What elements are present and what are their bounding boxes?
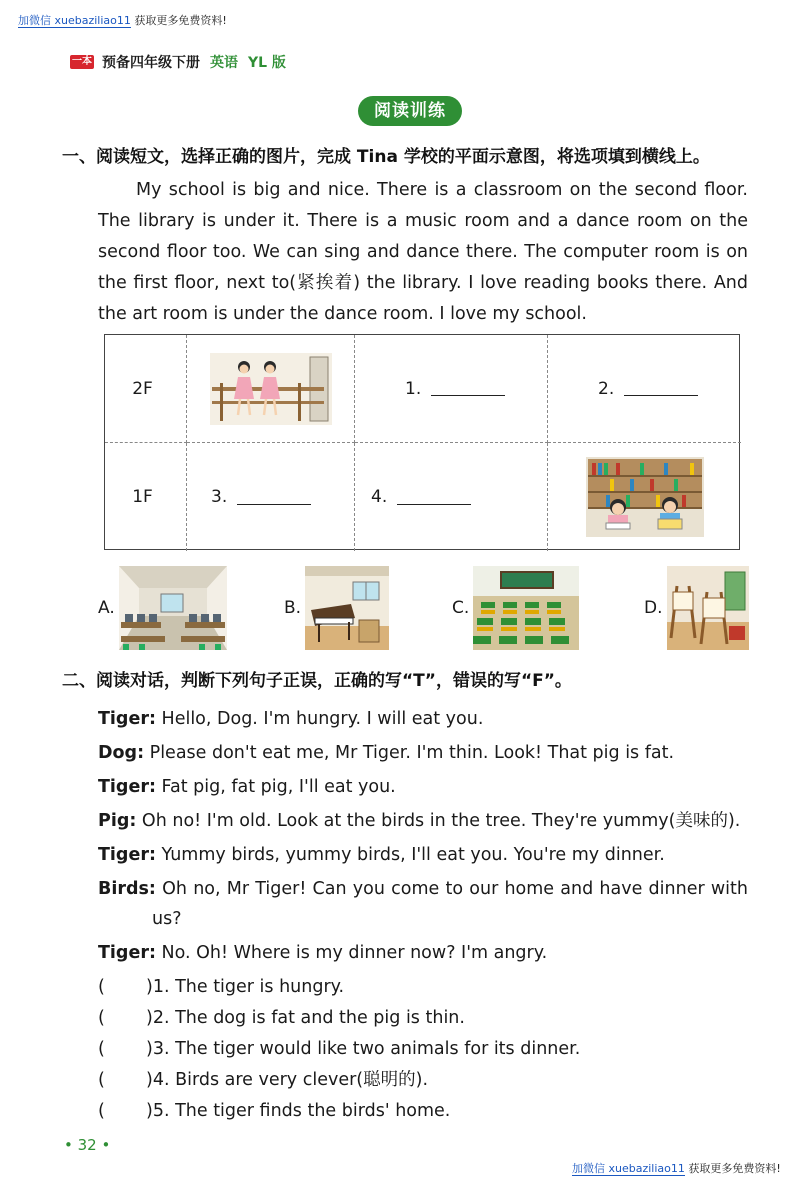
watermark-bottom-rest: 获取更多免费资料! xyxy=(684,1162,781,1175)
blank-3-label: 3. xyxy=(211,487,228,507)
answer-paren[interactable]: ( xyxy=(98,1101,105,1121)
floor-label-2f: 2F xyxy=(105,335,187,443)
reading-passage xyxy=(98,175,748,330)
floor-label-1f: 1F xyxy=(105,443,187,551)
book-title: 预备四年级下册 xyxy=(102,55,200,71)
speaker: Birds: xyxy=(98,879,156,899)
question-text: )1. The tiger is hungry. xyxy=(146,977,345,997)
library-picture xyxy=(548,443,741,551)
line-text: Please don't eat me, Mr Tiger. I'm thin. Look! That pig is fat. xyxy=(144,743,675,763)
question-4[interactable] xyxy=(98,1065,748,1096)
subject-label: 英语 xyxy=(210,55,238,71)
question-1[interactable] xyxy=(98,972,748,1003)
line-text: Hello, Dog. I'm hungry. I will eat you. xyxy=(155,709,484,729)
question-text: )2. The dog is fat and the pig is thin. xyxy=(146,1008,465,1028)
option-c[interactable] xyxy=(452,566,579,650)
option-c-letter: C. xyxy=(452,598,470,618)
question-text: )4. Birds are very clever(聪明的). xyxy=(146,1070,429,1090)
option-b[interactable] xyxy=(284,566,389,650)
option-a[interactable] xyxy=(98,566,227,650)
dialogue-line-7 xyxy=(98,938,748,968)
dance-room-picture xyxy=(187,335,355,443)
answer-paren[interactable]: ( xyxy=(98,1008,105,1028)
option-a-letter: A. xyxy=(98,598,115,618)
option-d[interactable] xyxy=(644,566,749,650)
watermark-top xyxy=(18,12,227,28)
dialogue-line-6 xyxy=(98,874,748,934)
blank-3-cell xyxy=(187,443,355,551)
speaker: Tiger: xyxy=(98,943,156,963)
option-d-letter: D. xyxy=(644,598,663,618)
dialogue-line-5 xyxy=(98,840,748,870)
blank-3-line[interactable] xyxy=(237,490,311,505)
speaker: Tiger: xyxy=(98,845,156,865)
library-illustration xyxy=(586,457,704,537)
blank-1-label: 1. xyxy=(405,378,422,399)
line-text: No. Oh! Where is my dinner now? I'm angry. xyxy=(155,943,548,963)
watermark-top-rest: 获取更多免费资料! xyxy=(130,14,227,27)
blank-2-line[interactable] xyxy=(624,381,698,396)
music-room-illustration xyxy=(305,566,389,650)
dialogue-line-1 xyxy=(98,704,748,734)
blank-2-cell xyxy=(548,335,741,443)
blank-2-label: 2. xyxy=(598,378,615,399)
watermark-bottom-link[interactable]: 加微信 xuebaziliao11 xyxy=(572,1162,685,1175)
watermark-top-link[interactable]: 加微信 xuebaziliao11 xyxy=(18,14,131,27)
page-number: • 32 • xyxy=(64,1136,111,1154)
watermark-bottom xyxy=(572,1160,781,1176)
question-text: )3. The tiger would like two animals for its dinner. xyxy=(146,1039,581,1059)
answer-paren[interactable]: ( xyxy=(98,1070,105,1090)
classroom-illustration xyxy=(473,566,579,650)
blank-4-line[interactable] xyxy=(397,490,471,505)
dialogue-block xyxy=(98,704,748,1127)
speaker: Pig: xyxy=(98,811,137,831)
school-floor-plan xyxy=(104,334,740,550)
line-text: Fat pig, fat pig, I'll eat you. xyxy=(155,777,396,797)
blank-1-cell xyxy=(355,335,548,443)
question-text: )5. The tiger finds the birds' home. xyxy=(146,1101,451,1121)
dance-room-illustration xyxy=(210,353,332,425)
option-b-letter: B. xyxy=(284,598,302,618)
dialogue-line-4 xyxy=(98,806,748,836)
speaker: Dog: xyxy=(98,743,145,763)
question-2[interactable] xyxy=(98,1003,748,1034)
speaker: Tiger: xyxy=(98,709,156,729)
line-text: Oh no! I'm old. Look at the birds in the tree. They're yummy(美味的). xyxy=(136,811,741,831)
dialogue-line-2 xyxy=(98,738,748,768)
book-logo: 一本 xyxy=(72,56,92,67)
section2-title: 二、阅读对话，判断下列句子正误，正确的写“T”，错误的写“F”。 xyxy=(62,671,572,691)
answer-paren[interactable]: ( xyxy=(98,977,105,997)
question-5[interactable] xyxy=(98,1096,748,1127)
edition-label: YL 版 xyxy=(248,55,286,71)
computer-room-illustration xyxy=(119,566,227,650)
speaker: Tiger: xyxy=(98,777,156,797)
page-header xyxy=(70,52,286,72)
line-text: Yummy birds, yummy birds, I'll eat you. You're my dinner. xyxy=(155,845,665,865)
dialogue-line-3 xyxy=(98,772,748,802)
passage-text: My school is big and nice. There is a classroom on the second floor. The library is under it. There is a music room and a dance room on the second floor too. We can sing and dance there. The computer room is on the first floor, next to(紧挨着) the library. I love reading books there. And the art room is under the dance room. I love my school. xyxy=(98,180,748,324)
blank-4-cell xyxy=(355,443,548,551)
art-room-illustration xyxy=(667,566,749,650)
reading-training-badge: 阅读训练 xyxy=(358,96,462,126)
answer-paren[interactable]: ( xyxy=(98,1039,105,1059)
blank-1-line[interactable] xyxy=(431,381,505,396)
blank-4-label: 4. xyxy=(371,487,388,507)
section1-title: 一、阅读短文，选择正确的图片，完成 Tina 学校的平面示意图，将选项填到横线上。 xyxy=(62,147,710,167)
line-text: Oh no, Mr Tiger! Can you come to our home and have dinner with us? xyxy=(152,879,748,929)
question-3[interactable] xyxy=(98,1034,748,1065)
